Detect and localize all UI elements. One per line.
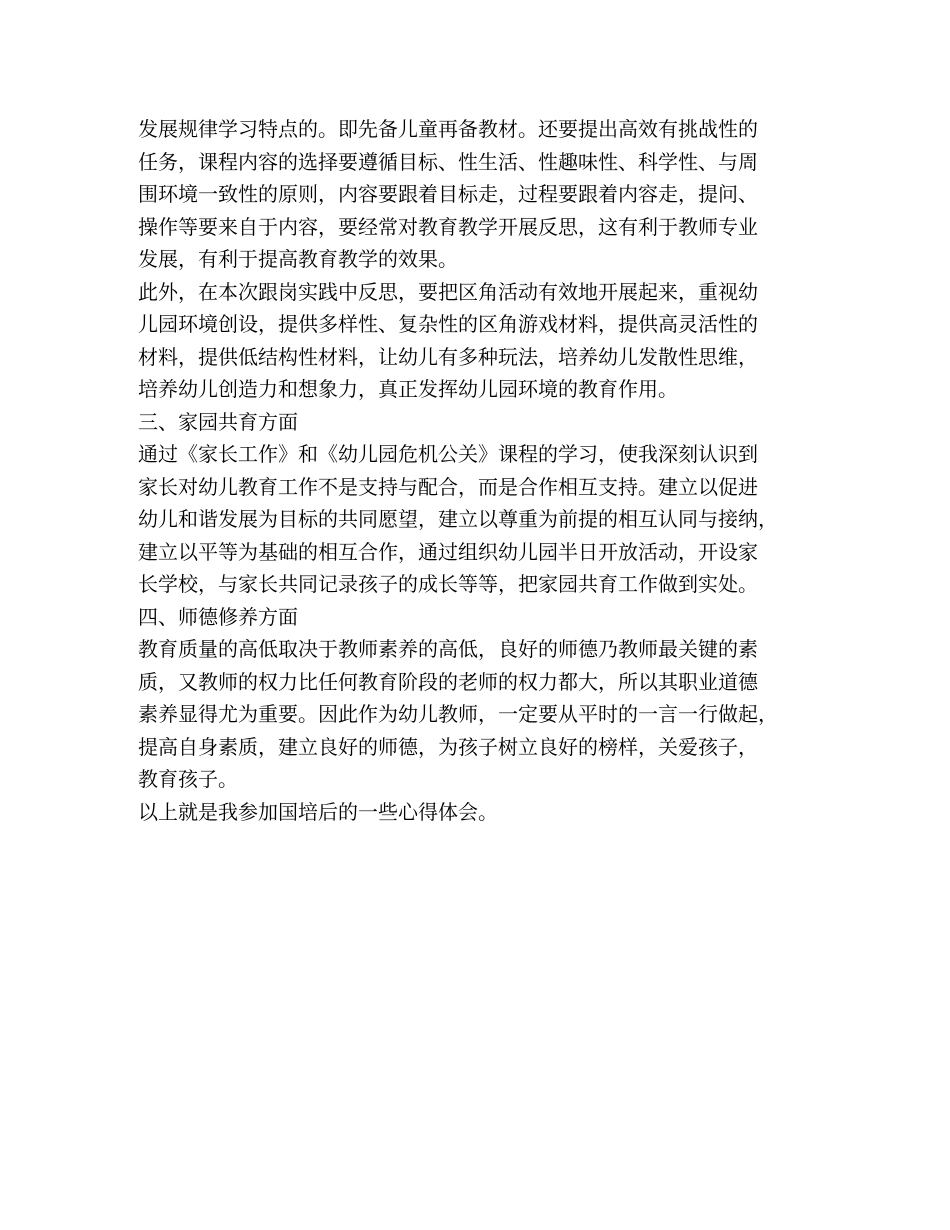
text-line: 以上就是我参加国培后的一些心得体会。 bbox=[138, 799, 498, 824]
text-line: 质，又教师的权力比任何教育阶段的老师的权力都大，所以其职业道德 bbox=[138, 669, 758, 694]
text-line: 培养幼儿创造力和想象力，真正发挥幼儿园环境的教育作用。 bbox=[138, 377, 678, 401]
text-line: 发展规律学习特点的。即先备儿童再备教材。还要提出高效有挑战性的 bbox=[138, 117, 758, 141]
text-line: 长学校，与家长共同记录孩子的成长等等，把家园共育工作做到实处。 bbox=[138, 572, 758, 596]
section-heading: 四、师德修养方面 bbox=[138, 604, 298, 629]
text-line: 此外，在本次跟岗实践中反思，要把区角活动有效地开展起来，重视幼 bbox=[138, 279, 758, 304]
paragraph-conclusion bbox=[138, 796, 838, 829]
paragraph-area-activities bbox=[138, 276, 838, 406]
text-line: 操作等要来自于内容，要经常对教育教学开展反思，这有利于教师专业 bbox=[138, 214, 758, 239]
text-line: 建立以平等为基础的相互合作，通过组织幼儿园半日开放活动，开设家 bbox=[138, 539, 758, 564]
section-heading-home-school bbox=[138, 406, 838, 439]
text-line: 材料，提供低结构性材料，让幼儿有多种玩法，培养幼儿发散性思维， bbox=[138, 344, 758, 369]
paragraph-teacher-ethics bbox=[138, 633, 838, 796]
text-line: 家长对幼儿教育工作不是支持与配合，而是合作相互支持。建立以促进 bbox=[138, 474, 758, 499]
text-line: 素养显得尤为重要。因此作为幼儿教师，一定要从平时的一言一行做起， bbox=[138, 702, 778, 726]
paragraph-course-design bbox=[138, 113, 838, 276]
paragraph-home-school bbox=[138, 438, 838, 601]
text-line: 发展，有利于提高教育教学的效果。 bbox=[138, 247, 458, 271]
text-line: 儿园环境创设，提供多样性、复杂性的区角游戏材料，提供高灵活性的 bbox=[138, 312, 758, 336]
section-heading: 三、家园共育方面 bbox=[138, 409, 298, 434]
document-body bbox=[138, 113, 838, 828]
text-line: 通过《家长工作》和《幼儿园危机公关》课程的学习，使我深刻认识到 bbox=[138, 442, 758, 466]
text-line: 幼儿和谐发展为目标的共同愿望，建立以尊重为前提的相互认同与接纳， bbox=[138, 507, 778, 531]
text-line: 教育质量的高低取决于教师素养的高低，良好的师德乃教师最关键的素 bbox=[138, 637, 758, 661]
text-line: 围环境一致性的原则，内容要跟着目标走，过程要跟着内容走，提问、 bbox=[138, 182, 758, 206]
text-line: 教育孩子。 bbox=[138, 767, 238, 791]
section-heading-teacher-ethics bbox=[138, 601, 838, 634]
text-line: 任务，课程内容的选择要遵循目标、性生活、性趣味性、科学性、与周 bbox=[138, 149, 758, 174]
text-line: 提高自身素质，建立良好的师德，为孩子树立良好的榜样，关爱孩子， bbox=[138, 734, 758, 759]
